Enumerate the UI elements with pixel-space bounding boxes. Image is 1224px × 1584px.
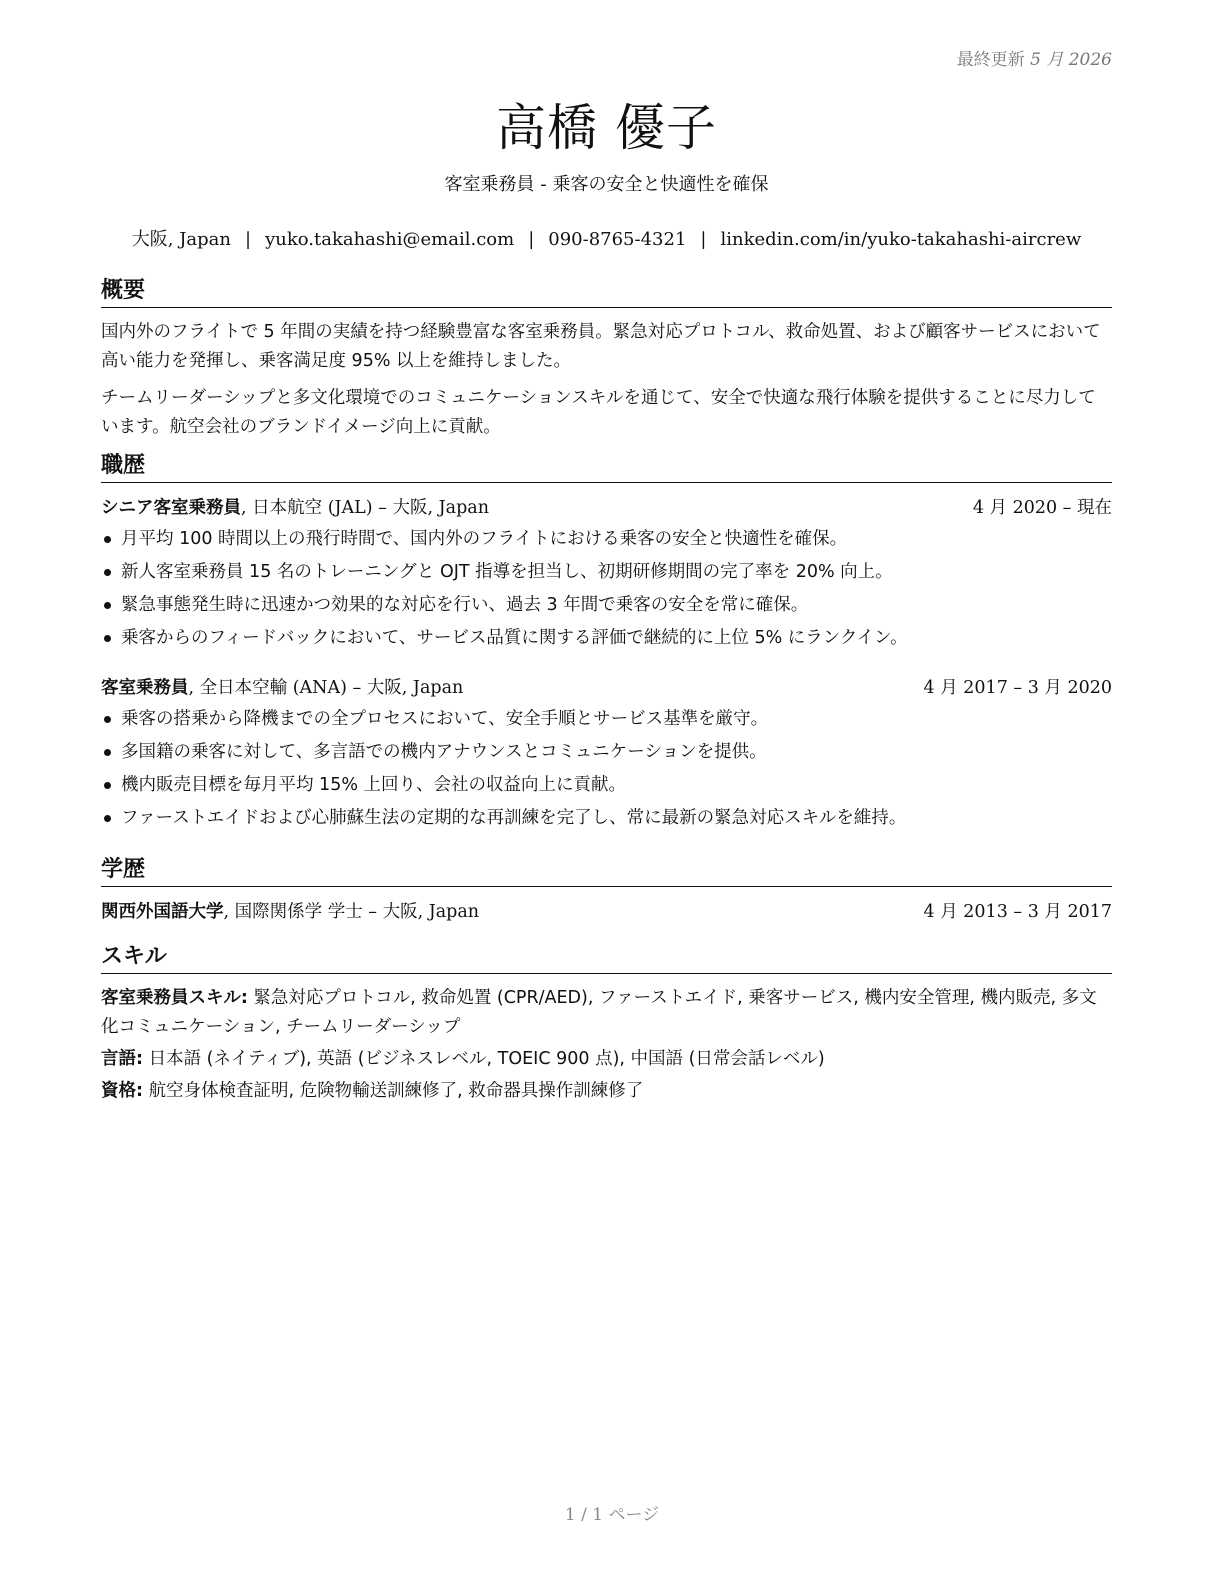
section-title-education: 学歴 xyxy=(101,856,1112,887)
job-bullet: ファーストエイドおよび心肺蘇生法の定期的な再訓練を完了し、常に最新の緊急対応スキルを維持。 xyxy=(101,802,1112,835)
contact-location: 大阪, Japan xyxy=(131,229,231,250)
contact-separator: | xyxy=(528,229,535,250)
skill-label: 言語: xyxy=(101,1049,143,1069)
last-updated xyxy=(957,45,1112,70)
skill-label: 客室乗務員スキル: xyxy=(101,988,248,1008)
experience-section xyxy=(101,452,1112,835)
job-header xyxy=(101,673,1112,703)
job-bullets xyxy=(101,703,1112,835)
contact-separator: | xyxy=(245,229,252,250)
skill-line xyxy=(101,1045,1112,1074)
last-updated-date: 5 月 2026 xyxy=(1030,50,1112,70)
job-bullet: 機内販売目標を毎月平均 15% 上回り、会社の収益向上に貢献。 xyxy=(101,769,1112,802)
summary-section xyxy=(101,277,1112,450)
job-entry xyxy=(101,493,1112,655)
job-title: 客室乗務員 xyxy=(101,678,189,698)
page-indicator: 1 / 1 ページ xyxy=(564,1505,660,1525)
job-dates: 4 月 2020 – 現在 xyxy=(972,498,1112,518)
education-section xyxy=(101,856,1112,927)
section-title-skills: スキル xyxy=(101,943,1112,974)
education-entry xyxy=(101,897,1112,927)
job-header xyxy=(101,493,1112,523)
education-dates: 4 月 2013 – 3 月 2017 xyxy=(923,902,1112,922)
skill-value: 日本語 (ネイティブ), 英語 (ビジネスレベル, TOEIC 900 点), 中国語 (日常会話レベル) xyxy=(143,1049,825,1069)
school-name: 関西外国語大学 xyxy=(101,902,224,922)
section-title-summary: 概要 xyxy=(101,277,1112,308)
job-dates: 4 月 2017 – 3 月 2020 xyxy=(923,678,1112,698)
candidate-headline: 客室乗務員 - 乗客の安全と快適性を確保 xyxy=(444,174,769,195)
job-details: , 全日本空輸 (ANA) – 大阪, Japan xyxy=(188,678,464,698)
section-title-experience: 職歴 xyxy=(101,452,1112,483)
summary-paragraph: チームリーダーシップと多文化環境でのコミュニケーションスキルを通じて、安全で快適な飛行体験を提供することに尽力しています。航空会社のブランドイメージ向上に貢献。 xyxy=(101,388,1096,437)
last-updated-label: 最終更新 xyxy=(956,50,1025,70)
contact-email[interactable]: yuko.takahashi@email.com xyxy=(265,229,515,250)
job-bullet: 新人客室乗務員 15 名のトレーニングと OJT 指導を担当し、初期研修期間の完了率を 20% 向上。 xyxy=(101,556,1112,589)
job-bullet: 緊急事態発生時に迅速かつ効果的な対応を行い、過去 3 年間で乗客の安全を常に確保。 xyxy=(101,589,1112,622)
contact-separator: | xyxy=(700,229,707,250)
summary-paragraph: 国内外のフライトで 5 年間の実績を持つ経験豊富な客室乗務員。緊急対応プロトコル、救命処置、および顧客サービスにおいて高い能力を発揮し、乗客満足度 95% 以上を維持しました。 xyxy=(101,322,1101,371)
job-title: シニア客室乗務員 xyxy=(101,498,241,518)
contact-linkedin[interactable]: linkedin.com/in/yuko-takahashi-aircrew xyxy=(720,229,1082,250)
contact-line xyxy=(101,225,1112,251)
skill-line xyxy=(101,984,1112,1042)
job-bullet: 月平均 100 時間以上の飛行時間で、国内外のフライトにおける乗客の安全と快適性を確保。 xyxy=(101,523,1112,556)
education-details: , 国際関係学 学士 – 大阪, Japan xyxy=(223,902,480,922)
skills-section xyxy=(101,943,1112,1109)
job-bullet: 多国籍の乗客に対して、多言語での機内アナウンスとコミュニケーションを提供。 xyxy=(101,736,1112,769)
skill-value: 緊急対応プロトコル, 救命処置 (CPR/AED), ファーストエイド, 乗客サービス, 機内安全管理, 機内販売, 多文化コミュニケーション, チームリーダーシップ xyxy=(101,988,1097,1037)
job-entry xyxy=(101,673,1112,835)
skill-label: 資格: xyxy=(101,1081,143,1101)
job-details: , 日本航空 (JAL) – 大阪, Japan xyxy=(241,498,489,518)
contact-phone[interactable]: 090-8765-4321 xyxy=(548,229,687,250)
skill-line xyxy=(101,1077,1112,1106)
skill-value: 航空身体検査証明, 危険物輸送訓練修了, 救命器具操作訓練修了 xyxy=(143,1081,644,1101)
job-bullet: 乗客の搭乗から降機までの全プロセスにおいて、安全手順とサービス基準を厳守。 xyxy=(101,703,1112,736)
job-bullet: 乗客からのフィードバックにおいて、サービス品質に関する評価で継続的に上位 5% にランクイン。 xyxy=(101,622,1112,655)
candidate-name: 高橋 優子 xyxy=(496,99,717,157)
job-bullets xyxy=(101,523,1112,655)
